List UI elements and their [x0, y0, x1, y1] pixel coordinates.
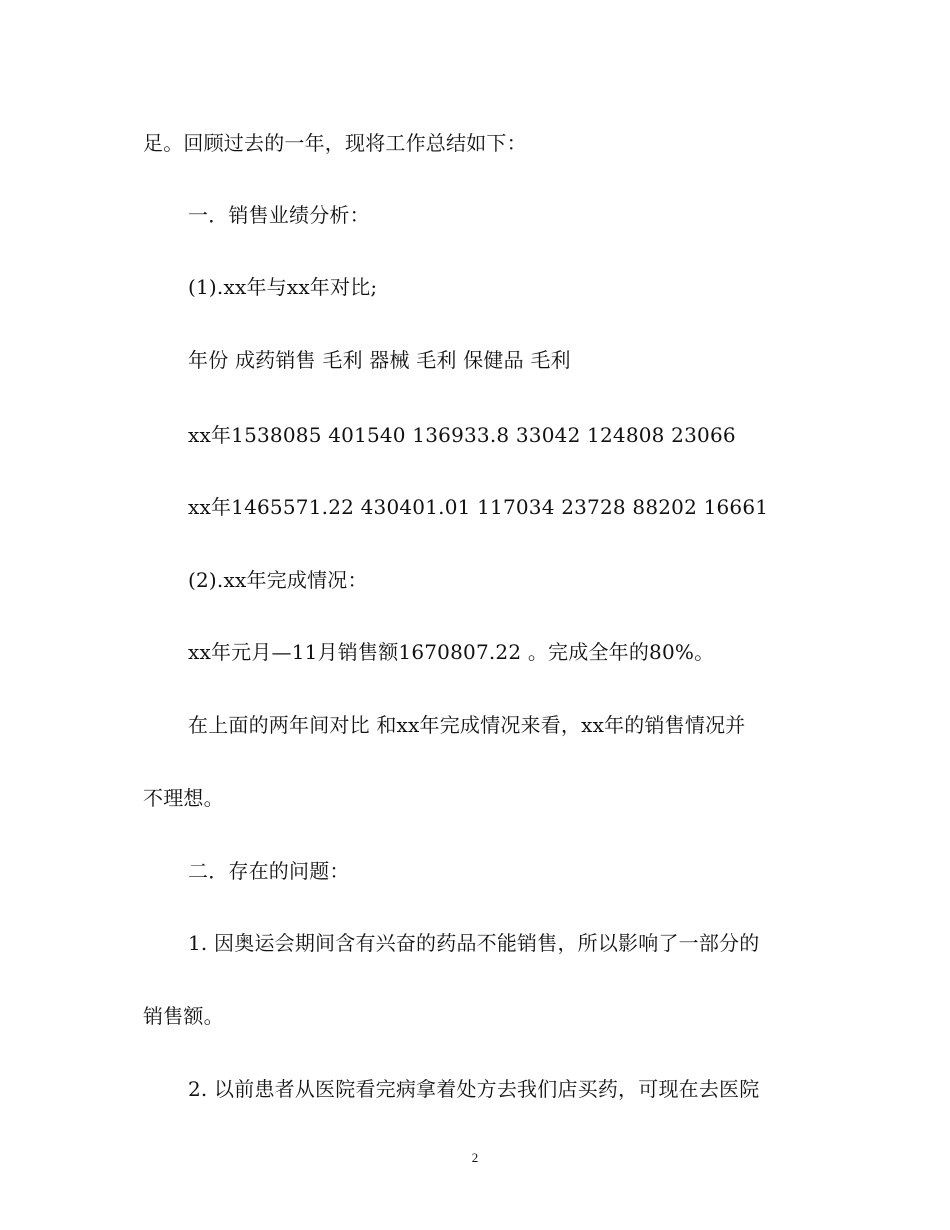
text-line-sales-amount: xx年元月—11月销售额1670807.22 。完成全年的80%。	[188, 640, 715, 664]
problem-item-2: 2. 以前患者从医院看完病拿着处方去我们店买药，可现在去医院	[188, 1077, 760, 1101]
subheading-year-comparison: (1).xx年与xx年对比;	[188, 275, 378, 299]
page-number: 2	[471, 1150, 479, 1165]
problem-item-1-cont: 销售额。	[143, 1004, 224, 1028]
table-header-row: 年份 成药销售 毛利 器械 毛利 保健品 毛利	[188, 348, 571, 372]
text-line-conclusion-cont: 不理想。	[143, 786, 224, 810]
text-line-1: 足。回顾过去的一年，现将工作总结如下：	[143, 131, 527, 155]
table-row-2: xx年1465571.22 430401.01 117034 23728 88202 16661	[188, 495, 769, 519]
section-heading-sales-analysis: 一．销售业绩分析：	[188, 203, 370, 227]
section-heading-problems: 二．存在的问题：	[188, 859, 350, 883]
problem-item-1: 1. 因奥运会期间含有兴奋的药品不能销售，所以影响了一部分的	[188, 931, 760, 955]
table-row-1: xx年1538085 401540 136933.8 33042 124808 23066	[188, 423, 736, 447]
subheading-completion: (2).xx年完成情况：	[188, 568, 368, 592]
text-line-conclusion: 在上面的两年间对比 和xx年完成情况来看，xx年的销售情况并	[188, 713, 746, 737]
